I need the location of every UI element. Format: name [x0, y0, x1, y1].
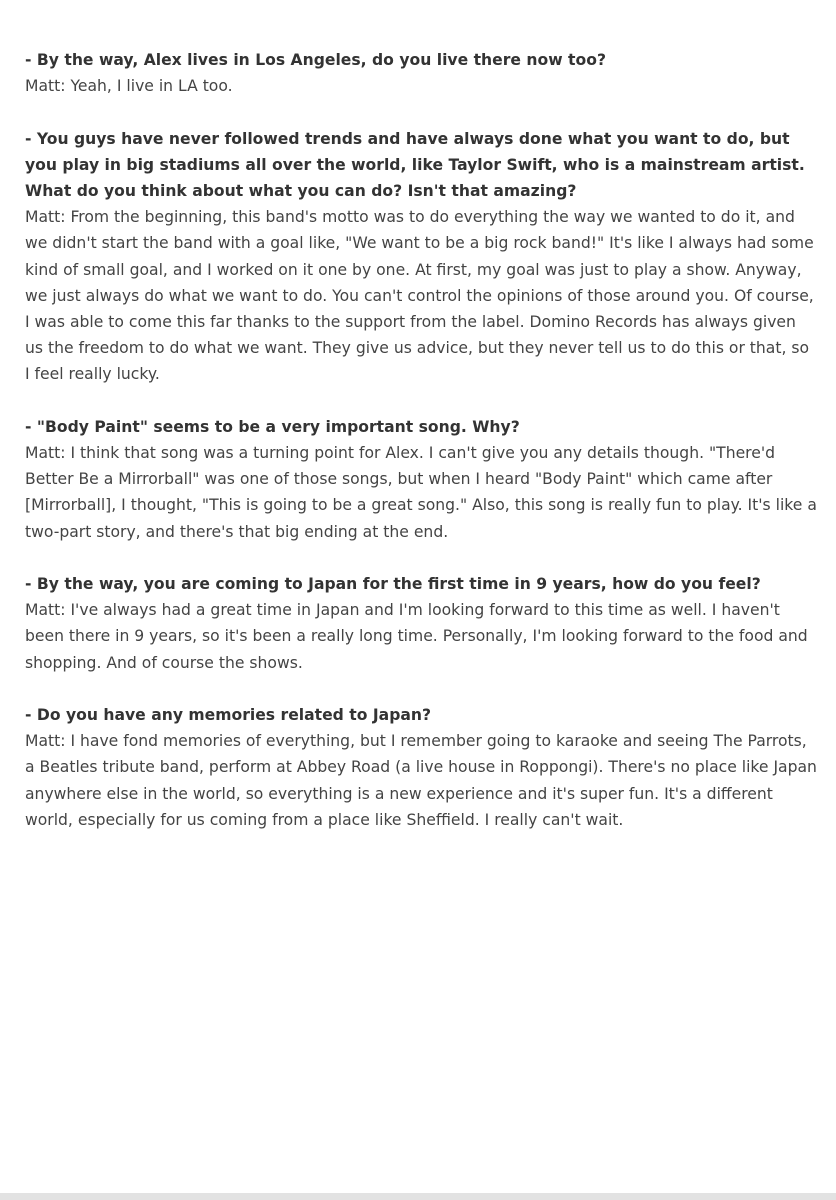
answer-japan-visit: Matt: I've always had a great time in Japan and I'm looking forward to this time as well. I haven't been there in 9 years, so it's been a really long time. Personally, I'm looking forward to the food and shopping. And of course the shows.	[25, 601, 808, 672]
question-la: - By the way, Alex lives in Los Angeles, do you live there now too?	[25, 51, 606, 69]
answer-body-paint: Matt: I think that song was a turning point for Alex. I can't give you any details though. "There'd Better Be a Mirrorball" was one of those songs, but when I heard "Body Paint" which came after [Mirrorball], I thought, "This is going to be a great song." Also, this song is really fun to play. It's like a two-part story, and there's that big ending at the end.	[25, 444, 817, 541]
qa-block-body-paint	[25, 414, 817, 545]
qa-block-trends	[25, 126, 817, 388]
question-japan-memories: - Do you have any memories related to Japan?	[25, 706, 432, 725]
bottom-divider	[0, 1193, 836, 1200]
interview-document	[25, 47, 817, 859]
question-trends: - You guys have never followed trends and have always done what you want to do, but you play in big stadiums all over the world, like Taylor Swift, who is a mainstream artist. What do you think about what you can do? Isn't that amazing?	[25, 129, 805, 200]
qa-block-la	[25, 47, 817, 99]
qa-block-japan-visit	[25, 571, 817, 676]
qa-block-japan-memories	[25, 702, 817, 833]
answer-la: Matt: Yeah, I live in LA too.	[25, 77, 233, 96]
answer-trends: Matt: From the beginning, this band's motto was to do everything the way we wanted to do it, and we didn't start the band with a goal like, "We want to be a big rock band!" It's like I always had some kind of small goal, and I worked on it one by one. At first, my goal was just to play a show. Anyway, we just always do what we want to do. You can't control the opinions of those around you. Of course, I was able to come this far thanks to the support from the label. Domino Records has always given us the freedom to do what we want. They give us advice, but they never tell us to do this or that, so I feel really lucky.	[25, 208, 814, 384]
answer-japan-memories: Matt: I have fond memories of everything, but I remember going to karaoke and seeing The Parrots, a Beatles tribute band, perform at Abbey Road (a live house in Roppongi). There's no place like Japan anywhere else in the world, so everything is a new experience and it's super fun. It's a different world, especially for us coming from a place like Sheffield. I really can't wait.	[25, 732, 817, 829]
question-japan-visit: - By the way, you are coming to Japan for the first time in 9 years, how do you feel?	[25, 575, 761, 594]
question-body-paint: - "Body Paint" seems to be a very important song. Why?	[25, 417, 520, 436]
